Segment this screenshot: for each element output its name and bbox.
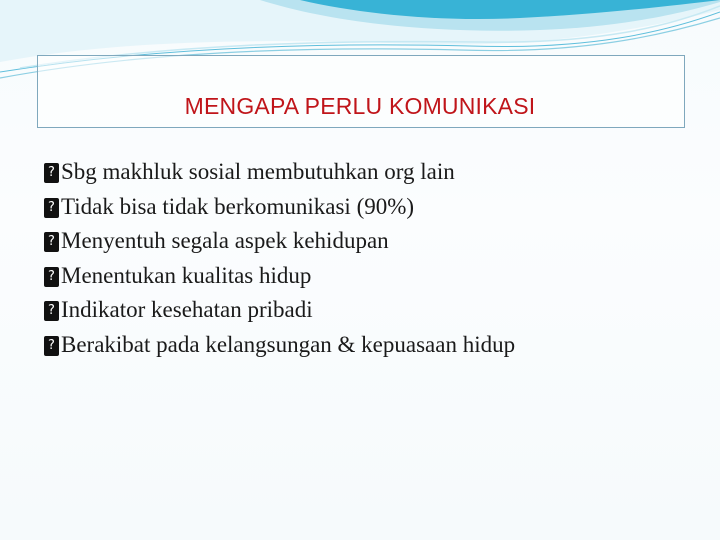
bullet-icon: ? xyxy=(44,301,59,321)
bullet-text: Indikator kesehatan pribadi xyxy=(61,297,313,323)
list-item xyxy=(44,224,515,259)
bullet-icon: ? xyxy=(44,198,59,218)
bullet-icon: ? xyxy=(44,336,59,356)
list-item xyxy=(44,259,515,294)
list-item xyxy=(44,190,515,225)
list-item xyxy=(44,328,515,363)
list-item xyxy=(44,155,515,190)
bullet-text: Tidak bisa tidak berkomunikasi (90%) xyxy=(61,193,415,219)
slide-title: MENGAPA PERLU KOMUNIKASI xyxy=(184,93,536,119)
bullet-list xyxy=(44,155,515,362)
bullet-text: Berakibat pada kelangsungan & kepuasaan hidup xyxy=(61,331,516,357)
bullet-text: Menentukan kualitas hidup xyxy=(61,262,312,288)
list-item xyxy=(44,293,515,328)
bullet-text: Sbg makhluk sosial membutuhkan org lain xyxy=(61,159,455,185)
bullet-icon: ? xyxy=(44,163,59,183)
bullet-icon: ? xyxy=(44,267,59,287)
bullet-icon: ? xyxy=(44,232,59,252)
bullet-text: Menyentuh segala aspek kehidupan xyxy=(61,228,389,254)
